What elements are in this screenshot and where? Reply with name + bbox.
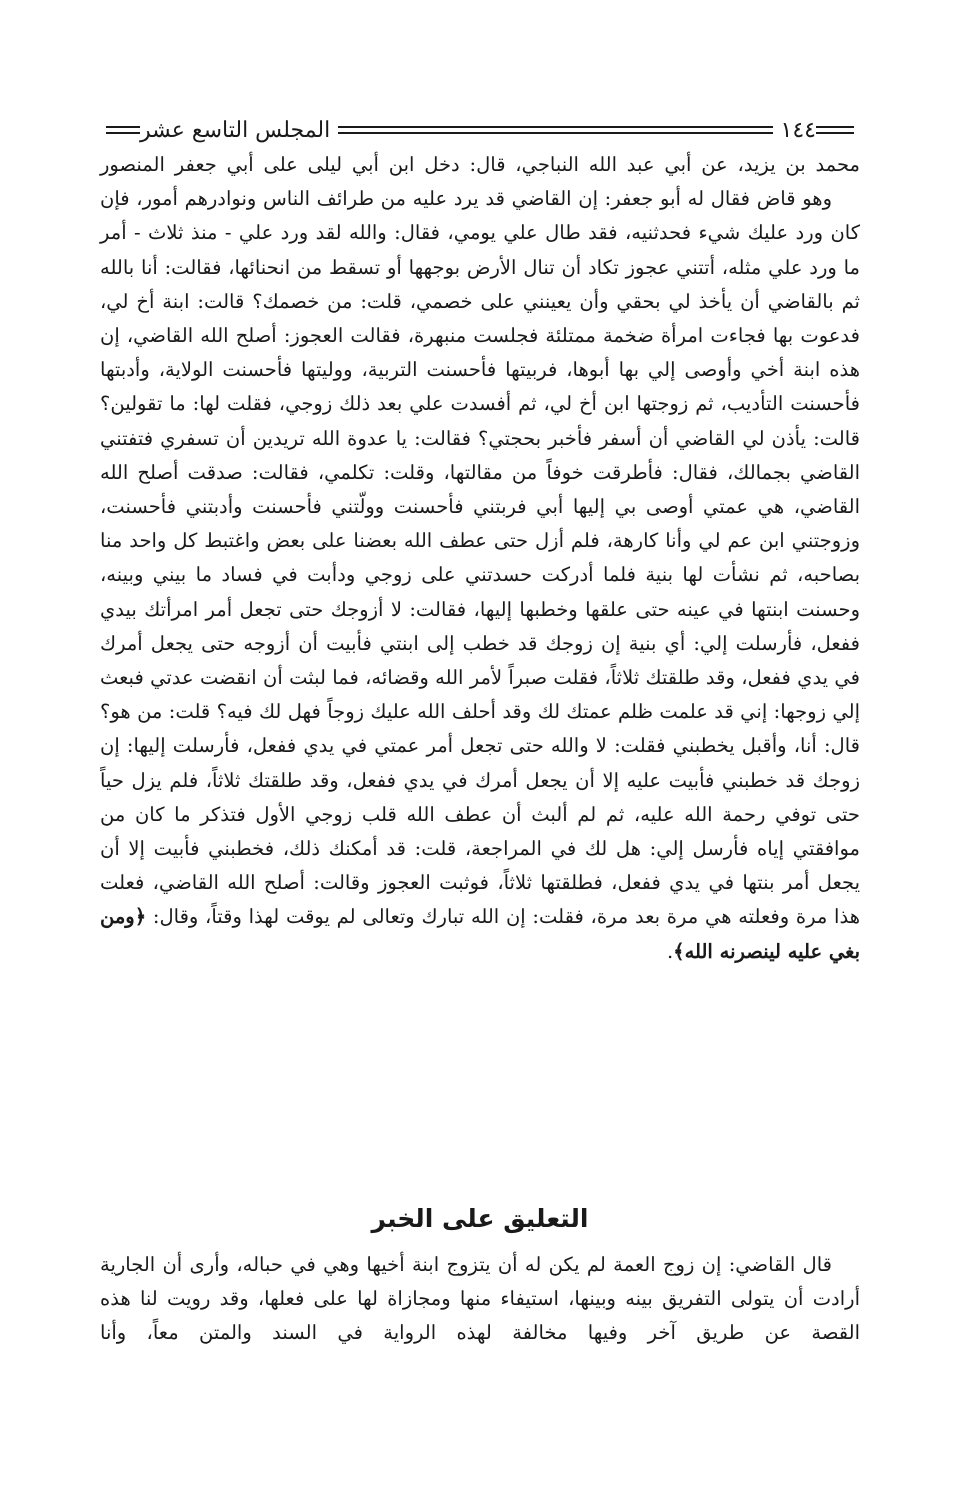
paragraph-opening: محمد بن يزيد، عن أبي عبد الله النباجي، قال: دخل ابن أبي ليلى على أبي جعفر المنصور <box>100 153 860 176</box>
paragraph-commentary: قال القاضي: إن زوج العمة لم يكن له أن يتزوج ابنة أخيها وهي في حباله، وأرى أن الجارية أرادت أن يتولى التفريق بينه وبينها، استيفاء منها ومجازاة لها على فعلها، وقد رويت لنا هذه القصة عن طريق آخر وفيها مخالفة لهذه الرواية في السند والمتن معاً، وأنا <box>100 1253 860 1345</box>
main-text <box>100 148 860 969</box>
story-end-punct: . <box>666 939 674 963</box>
quran-verse: ﴿ومن بغي عليه لينصرنه الله﴾ <box>100 905 860 963</box>
paragraph-story <box>100 182 860 969</box>
running-header <box>100 113 860 147</box>
running-title: المجلس التاسع عشر <box>140 117 331 143</box>
story-text: وهو قاض فقال له أبو جعفر: إن القاضي قد يرد عليه من طرائف الناس ونوادرهم أمور، فإن كان ورد عليك شيء فحدثنيه، فقد طال علي يومي، فقال: والله لقد ورد علي - منذ ثلاث - أمر ما ورد علي مثله، أتتني عجوز تكاد أن تنال الأرض بوجهها أو تسقط من انحنائها، فقالت: أنا بالله ثم بالقاضي أن يأخذ لي بحقي وأن يعينني على خصمي، قلت: من خصمك؟ قالت: ابنة أخ لي، فدعوت بها فجاءت امرأة ضخمة ممتلئة فجلست منبهرة، فقالت العجوز: أصلح الله القاضي، إن هذه ابنة أخي وأوصى إلي بها أبوها، فربيتها فأحسنت التربية، ووليتها فأحسنت الولاية، وأدبتها فأحسنت التأديب، ثم زوجتها ابن أخ لي، ثم أفسدت علي بعد ذلك زوجي، فقلت لها: ما تقولين؟ قالت: يأذن لي القاضي أن أسفر فأخبر بحجتي؟ فقالت: يا عدوة الله تريدين أن تسفري فتفتني القاضي بجمالك، فقال: فأطرقت خوفاً من مقالتها، وقلت: تكلمي، فقالت: صدقت أصلح الله القاضي، هي عمتي أوصى بي إليها أبي فربتني فأحسنت وولّتني فأحسنت وأدبتني فأحسنت، وزوجتني ابن عم لي وأنا كارهة، فلم أزل حتى عطف الله بعضنا على بعض واغتبط كل واحد منا بصاحبه، ثم نشأت لها بنية فلما أدركت حسدتني على زوجي ودأبت في فساد ما بيني وبينه، وحسنت ابنتها في عينه حتى علقها وخطبها إليها، فقالت: لا أزوجك حتى تجعل أمر امرأتك بيدي ففعل، فأرسلت إلي: أي بنية إن زوجك قد خطب إلى ابنتي فأبيت أن أزوجه حتى يجعل أمرك في يدي ففعل، وقد طلقتك ثلاثاً، فقلت صبراً لأمر الله وقضائه، فما لبثت أن انقضت عدتي فبعث إلي زوجها: إني قد علمت ظلم عمتك لك وقد أحلف الله عليك زوجاً فهل لك فيه؟ قلت: من هو؟ قال: أنا، وأقبل يخطبني فقلت: لا والله حتى تجعل أمر عمتي في يدي ففعل، فأرسلت إليها: إن زوجك قد خطبني فأبيت عليه إلا أن يجعل أمرك في يدي ففعل، وقد طلقتك ثلاثاً، فلم يزل حياً حتى توفي رحمة الله عليه، ثم لم ألبث أن عطف الله قلب زوجي الأول فتذكر ما كان من موافقتي إياه فأرسل إلي: هل لك في المراجعة، قلت: قد أمكنك ذلك، فخطبني فأبيت إلا أن يجعل أمر بنتها في يدي ففعل، فطلقتها ثلاثاً، فوثبت العجوز وقالت: أصلح الله القاضي، فعلت هذا مرة وفعلته هي مرة بعد مرة، فقلت: إن الله تبارك وتعالى لم يوقت لهذا وقتاً، وقال: <box>100 187 861 929</box>
header-rule-middle <box>338 126 772 134</box>
page-number: ١٤٤ <box>780 117 816 143</box>
header-rule-right <box>816 126 854 134</box>
section-heading: التعليق على الخبر <box>371 1204 589 1233</box>
header-rule-left <box>106 126 140 134</box>
commentary-text <box>100 1248 860 1351</box>
